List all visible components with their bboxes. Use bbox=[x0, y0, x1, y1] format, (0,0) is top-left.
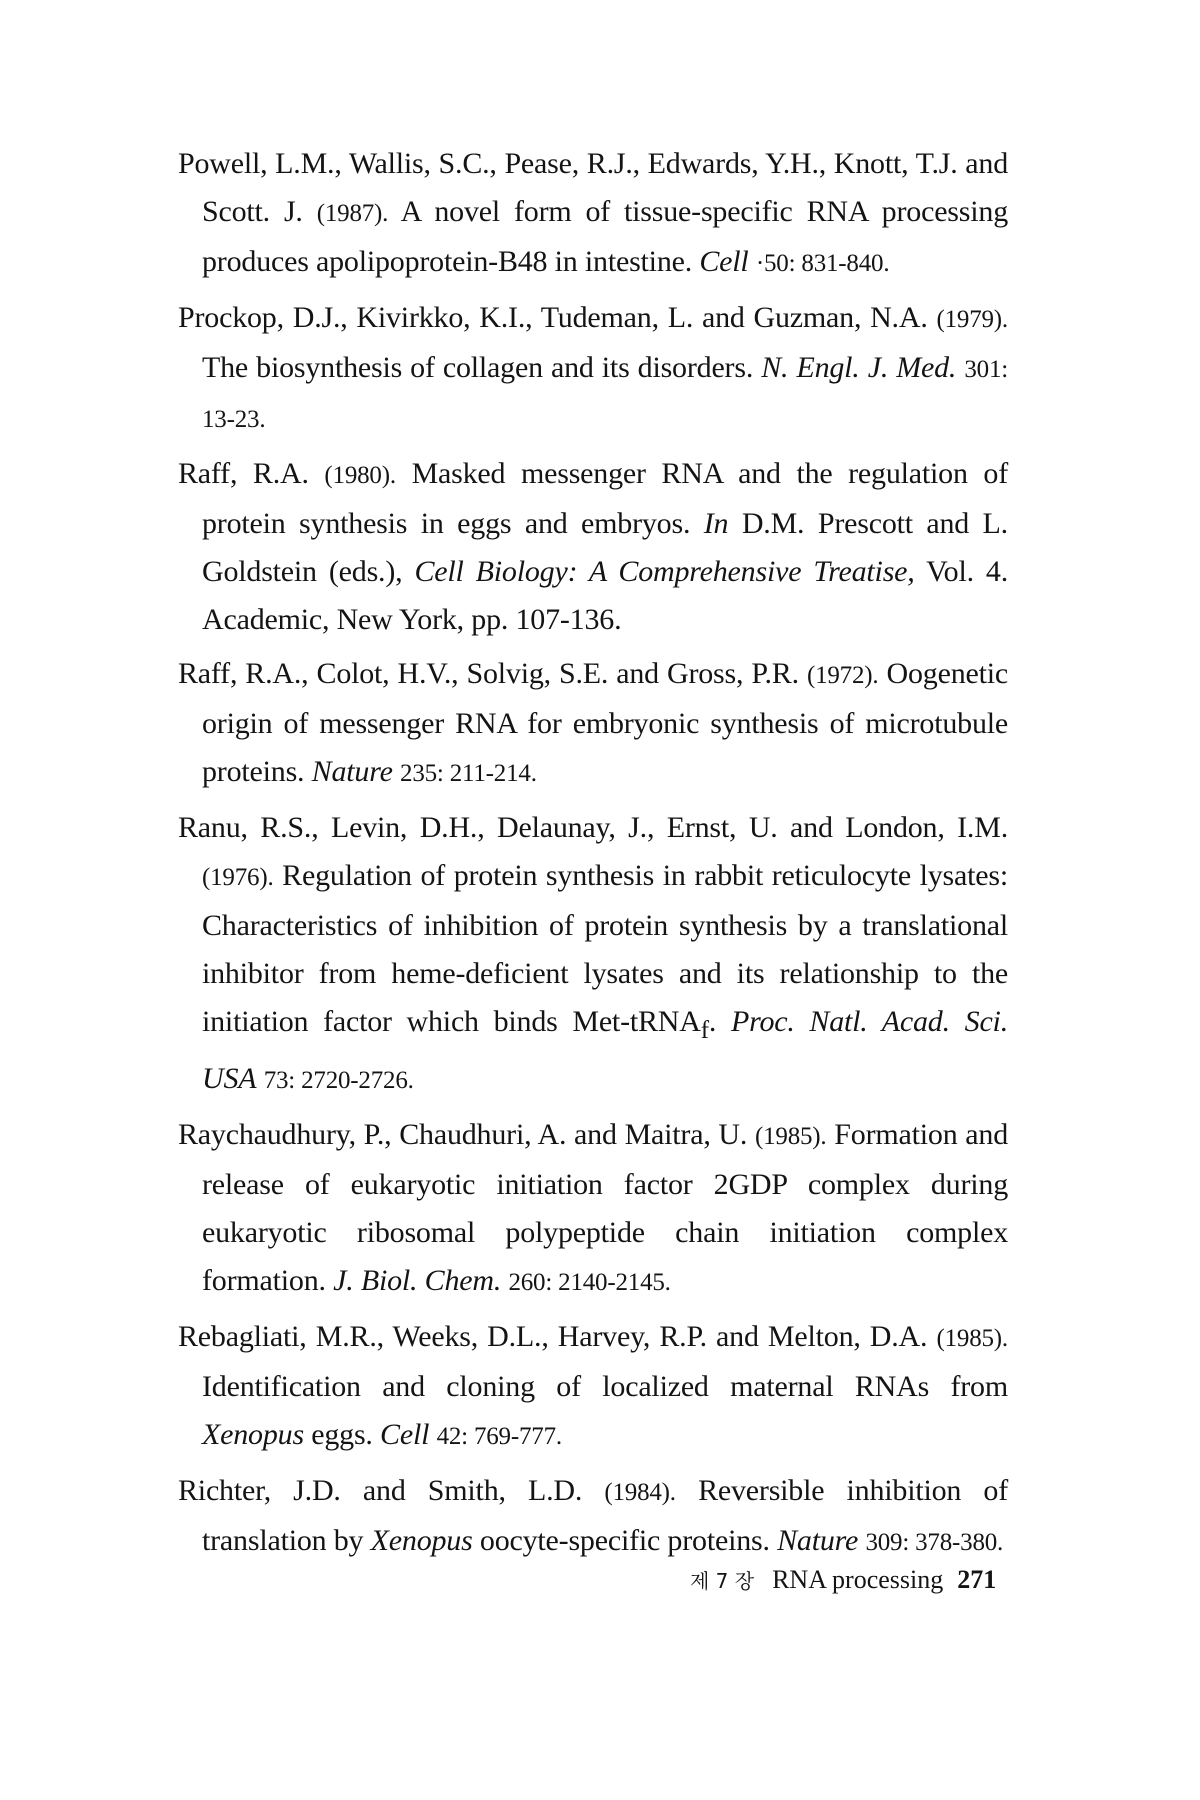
reference-entry bbox=[178, 140, 1008, 288]
ref-year: (1979). bbox=[936, 306, 1008, 333]
ref-authors: Ranu, R.S., Levin, D.H., Delaunay, J., Ernst, U. and London, I.M. bbox=[178, 811, 1008, 844]
ref-year: (1985). bbox=[754, 1123, 827, 1150]
ref-year: (1980). bbox=[324, 462, 396, 489]
ref-journal: Cell bbox=[380, 1418, 430, 1451]
ref-title-subscript: f bbox=[700, 1017, 709, 1044]
reference-entry bbox=[178, 1467, 1008, 1567]
ref-journal: Nature bbox=[777, 1524, 859, 1557]
ref-title: Identification and cloning of localized maternal RNAs from bbox=[202, 1370, 1008, 1403]
ref-title: Reversible inhibition of translation by bbox=[202, 1474, 1008, 1557]
ref-title-italic: Xenopus bbox=[202, 1418, 304, 1451]
page-number: 271 bbox=[957, 1565, 997, 1594]
ref-journal: J. Biol. Chem. bbox=[333, 1264, 502, 1297]
ref-citation: 42: 769-777. bbox=[436, 1423, 562, 1450]
ref-authors: Prockop, D.J., Kivirkko, K.I., Tudeman, L. and Guzman, N.A. bbox=[178, 301, 928, 334]
ref-citation: ·50: 831-840. bbox=[755, 250, 890, 277]
ref-book-title: Cell Biology: A Comprehensive Treatise, bbox=[414, 555, 915, 588]
ref-in-label: In bbox=[703, 507, 729, 540]
ref-authors: Raff, R.A. bbox=[178, 457, 309, 490]
ref-title: The biosynthesis of collagen and its disorders. bbox=[202, 351, 754, 384]
ref-citation: 260: 2140-2145. bbox=[508, 1269, 671, 1296]
reference-entry bbox=[178, 650, 1008, 798]
reference-entry bbox=[178, 1111, 1008, 1307]
ref-year: (1985). bbox=[936, 1325, 1008, 1352]
ref-title: A novel form of tissue-specific RNA processing produces apolipoprotein-B48 in intestine. bbox=[202, 195, 1008, 278]
ref-year: (1984). bbox=[604, 1479, 676, 1506]
ref-year: (1987). bbox=[316, 200, 389, 227]
ref-title: Regulation of protein synthesis in rabbit reticulocyte lysates: Characteristics of inhibition of protein synthesis by a translational inhibitor from heme-deficient lysates and its relationship to the initiation factor which binds Met-tRNA bbox=[202, 859, 1008, 1038]
ref-title: Masked messenger RNA and the regulation of protein synthesis in eggs and embryos. bbox=[202, 457, 1008, 540]
ref-journal: Nature bbox=[311, 755, 393, 788]
chapter-label: 제 7 장 bbox=[690, 1569, 755, 1593]
ref-authors: Raychaudhury, P., Chaudhuri, A. and Maitra, U. bbox=[178, 1118, 748, 1151]
ref-title: Formation and release of eukaryotic initiation factor 2GDP complex during eukaryotic ribosomal polypeptide chain initiation complex formation. bbox=[202, 1118, 1008, 1297]
ref-citation: 301: 13-23. bbox=[202, 356, 1008, 433]
chapter-topic: RNA processing bbox=[772, 1565, 944, 1594]
ref-citation: 235: 211-214. bbox=[400, 760, 537, 787]
ref-journal: Cell bbox=[699, 245, 749, 278]
ref-authors: Richter, J.D. and Smith, L.D. bbox=[178, 1474, 583, 1507]
ref-journal: N. Engl. J. Med. bbox=[761, 351, 957, 384]
ref-citation: 73: 2720-2726. bbox=[263, 1067, 414, 1094]
reference-entry bbox=[178, 804, 1008, 1105]
ref-year: (1972). bbox=[806, 662, 879, 689]
ref-title-end: eggs. bbox=[311, 1418, 373, 1451]
reference-entry bbox=[178, 294, 1008, 444]
page-footer bbox=[690, 1560, 1020, 1600]
ref-book-details: Vol. 4. Academic, New York, pp. 107-136. bbox=[202, 555, 1009, 636]
ref-title: Oogenetic origin of messenger RNA for embryonic synthesis of microtubule proteins. bbox=[202, 657, 1008, 788]
reference-entry bbox=[178, 1313, 1008, 1461]
ref-authors: Powell, L.M., Wallis, S.C., Pease, R.J., Edwards, Y.H., Knott, T.J. and Scott. J. bbox=[178, 147, 1008, 228]
reference-entry bbox=[178, 450, 1008, 644]
ref-title-italic: Xenopus bbox=[370, 1524, 473, 1557]
ref-authors: Rebagliati, M.R., Weeks, D.L., Harvey, R.P. and Melton, D.A. bbox=[178, 1320, 928, 1353]
ref-authors: Raff, R.A., Colot, H.V., Solvig, S.E. and Gross, P.R. bbox=[178, 657, 799, 690]
ref-title-end: oocyte-specific proteins. bbox=[479, 1524, 770, 1557]
ref-journal: Proc. Natl. Acad. Sci. USA bbox=[202, 1005, 1008, 1095]
reference-list bbox=[178, 140, 1008, 1573]
ref-editors: D.M. Prescott and L. Goldstein (eds.), bbox=[202, 507, 1008, 588]
ref-title-end: . bbox=[708, 1005, 717, 1038]
ref-citation: 309: 378-380. bbox=[865, 1529, 1004, 1556]
ref-year: (1976). bbox=[202, 864, 274, 891]
